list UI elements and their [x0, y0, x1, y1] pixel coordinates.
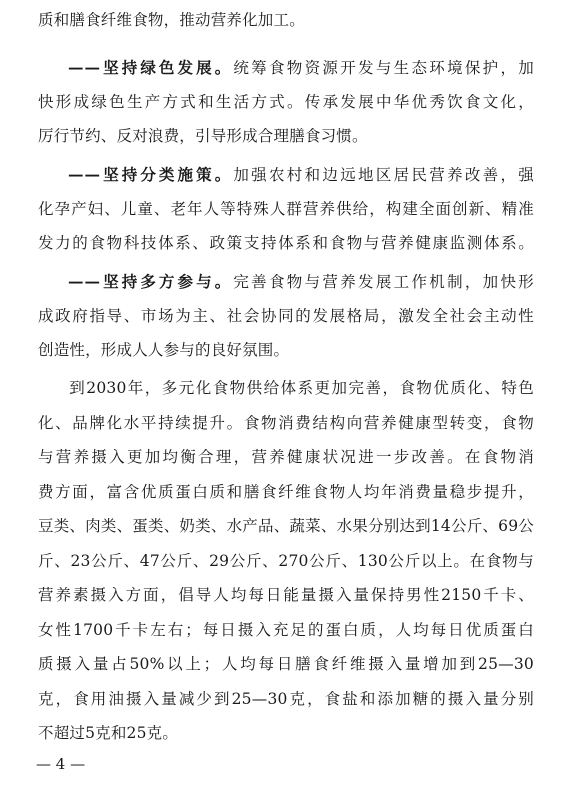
paragraph-line: 化、品牌化水平持续提升。食物消费结构向营养健康型转变，食物 [38, 414, 534, 432]
paragraph-line: 女性1700千卡左右；每日摄入充足的蛋白质，人均每日优质蛋白 [38, 621, 534, 639]
paragraph-line [38, 378, 534, 398]
paragraph-line: 化孕产妇、儿童、老年人等特殊人群营养供给，构建全面创新、精准 [38, 200, 534, 218]
paragraph-lead: ——坚持绿色发展。 [68, 58, 234, 77]
paragraph-line: 快形成绿色生产方式和生活方式。传承发展中华优秀饮食文化， [38, 93, 534, 111]
paragraph-line: 不超过5克和25克。 [38, 724, 179, 742]
paragraph-line [38, 58, 534, 78]
paragraph-line: 发力的食物科技体系、政策支持体系和食物与营养健康监测体系。 [38, 234, 534, 252]
paragraph-line: 创造性，形成人人参与的良好氛围。 [38, 341, 290, 359]
paragraph-line [38, 165, 534, 185]
paragraph-line: 克，食用油摄入量减少到25—30克，食盐和添加糖的摄入量分别 [38, 690, 534, 708]
paragraph-line: 成政府指导、市场为主、社会协同的发展格局，激发全社会主动性 [38, 307, 534, 325]
paragraph-line: 质和膳食纤维食物，推动营养化加工。 [38, 11, 305, 29]
paragraph-line: 斤、23公斤、47公斤、29公斤、270公斤、130公斤以上。在食物与 [38, 552, 534, 570]
paragraph-line-text: 统筹食物资源开发与生态环境保护，加 [233, 59, 534, 77]
paragraph-line-text: 到2030年，多元化食物供给体系更加完善，食物优质化、特色 [68, 379, 534, 397]
paragraph-line [38, 272, 534, 292]
paragraph-line-text: 加强农村和边远地区居民营养改善，强 [233, 166, 534, 184]
page-number: — 4 — [36, 755, 86, 773]
paragraph-lead: ——坚持多方参与。 [68, 272, 234, 291]
paragraph-lead: ——坚持分类施策。 [68, 165, 234, 184]
paragraph-line: 与营养摄入更加均衡合理，营养健康状况进一步改善。在食物消 [38, 448, 534, 466]
paragraph-line: 费方面，富含优质蛋白质和膳食纤维食物人均年消费量稳步提升， [38, 483, 534, 501]
paragraph-line: 厉行节约、反对浪费，引导形成合理膳食习惯。 [38, 127, 368, 145]
paragraph-line: 质摄入量占50%以上；人均每日膳食纤维摄入量增加到25—30 [38, 655, 534, 673]
paragraph-line: 豆类、肉类、蛋类、奶类、水产品、蔬菜、水果分别达到14公斤、69公 [38, 517, 534, 535]
paragraph-line: 营养素摄入方面，倡导人均每日能量摄入量保持男性2150千卡、 [38, 586, 534, 604]
paragraph-line-text: 完善食物与营养发展工作机制，加快形 [233, 273, 534, 291]
